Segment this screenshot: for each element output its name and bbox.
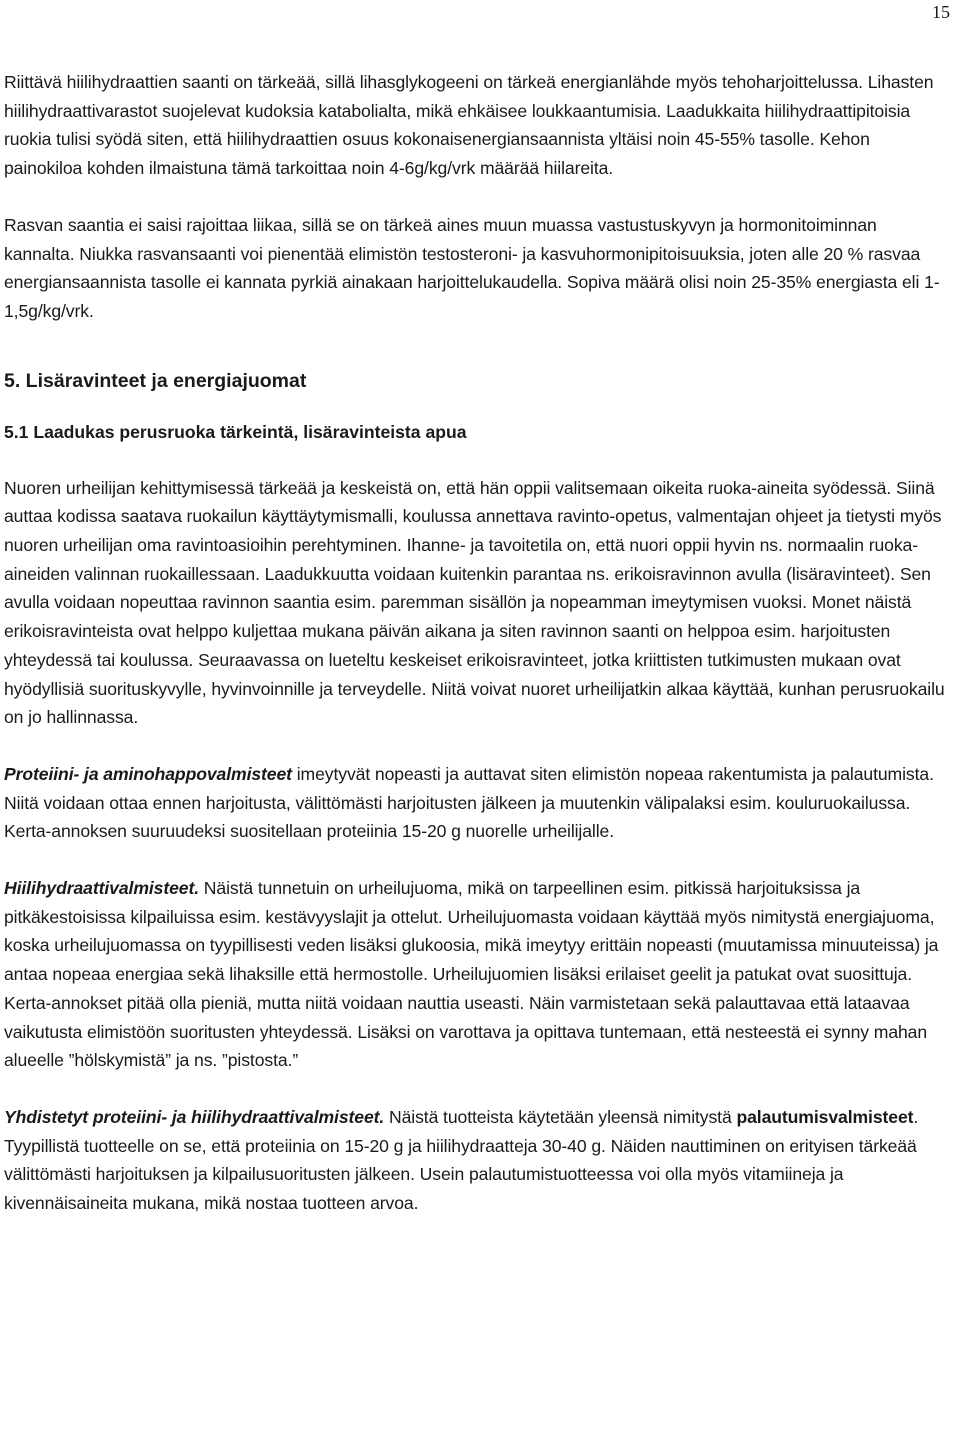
combined-supplements-term: Yhdistetyt proteiini- ja hiilihydraattivalmisteet. [4,1106,385,1127]
page-body [4,68,952,1218]
subsection-heading: 5.1 Laadukas perusruoka tärkeintä, lisäravinteista apua [4,421,467,442]
protein-supplements-text: imeytyvät nopeasti ja auttavat siten elimistön nopeaa rakentumista ja palautumista. Niitä voidaan ottaa ennen harjoitusta, välittömästi harjoitusten jälkeen ja muutenkin välipalaksi esim. kouluruokailussa. Kerta-annoksen suuruudeksi suositellaan proteiinia 15-20 g nuorelle urheilijalle. [4,763,934,842]
combined-supplements-paragraph [4,1103,952,1218]
nutrition-education-paragraph: Nuoren urheilijan kehittymisessä tärkeää ja keskeistä on, että hän oppii valitsemaan oikeita ruoka-aineita syödessä. Siinä auttaa kodissa saatava ruokailun käyttäytymismalli, koulussa annettava ravinto-opetus, valmentajan ohjeet ja tietysti myös nuoren urheilijan oma ravintoasioihin perehtyminen. Ihanne- ja tavoitetila on, että nuori oppii hyvin ns. normaalin ruoka-aineiden valinnan ruokaillessaan. Laadukkuutta voidaan kuitenkin parantaa ns. erikoisravinnon avulla (lisäravinteet). Sen avulla voidaan nopeuttaa ravinnon saantia esim. paremman sisällön ja nopeamman imeytymisen vuoksi. Monet näistä erikoisravinteista ovat helppo kuljettaa mukana päivän aikana ja siten ravinnon saanti on helppoa esim. harjoitusten yhteydessä tai koulussa. Seuraavassa on lueteltu keskeiset erikoisravinteet, jotka kriittisten tutkimusten mukaan ovat hyödyllisiä suorituskyvylle, hyvinvoinnille ja terveydelle. Niitä voivat nuoret urheilijatkin alkaa käyttää, kunhan perusruokailu on jo hallinnassa. [4,477,945,728]
carbohydrate-supplements-term: Hiilihydraattivalmisteet. [4,878,200,899]
page-number: 15 [932,2,950,22]
fat-paragraph: Rasvan saantia ei saisi rajoittaa liikaa, sillä se on tärkeä aines muun muassa vastustuskyvyn ja hormonitoiminnan kannalta. Niukka rasvansaanti voi pienentää elimistön testosteroni- ja kasvuhormonipitoisuuksia, joten alle 20 % rasvaa energiansaannista tasolle ei kannata pyrkiä ainakaan harjoittelukaudella. Sopiva määrä olisi noin 25-35% energiasta eli 1-1,5g/kg/vrk. [4,214,940,321]
carbohydrate-supplements-paragraph [4,874,952,1075]
section-heading: 5. Lisäravinteet ja energiajuomat [4,369,307,392]
combined-supplements-text-a: Näistä tuotteista käytetään yleensä nimitystä [384,1106,737,1127]
combined-supplements-text-b: . Tyypillistä tuotteelle on se, että proteiinia on 15-20 g ja hiilihydraatteja 30-40 g. Näiden nauttiminen on erityisen tärkeää välittömästi harjoituksen ja kilpailusuoritusten jälkeen. Usein palautumistuotteessa voi olla myös vitamiineja ja kivennäisaineita mukana, mikä nostaa tuotteen arvoa. [4,1106,919,1214]
recovery-products-term: palautumisvalmisteet [736,1106,914,1127]
protein-supplements-paragraph [4,760,952,846]
carbohydrate-paragraph: Riittävä hiilihydraattien saanti on tärkeää, sillä lihasglykogeeni on tärkeä energianlähde myös tehoharjoittelussa. Lihasten hiilihydraattivarastot suojelevat kudoksia katabolialta, mikä ehkäisee loukkaantumisia. Laadukkaita hiilihydraattipitoisia ruokia tulisi syödä siten, että hiilihydraattien osuus kokonaisenergiansaannista yltäisi noin 45-55% tasolle. Kehon painokiloa kohden ilmaistuna tämä tarkoittaa noin 4-6g/kg/vrk määrää hiilareita. [4,72,934,179]
protein-supplements-term: Proteiini- ja aminohappovalmisteet [4,763,292,784]
carbohydrate-supplements-text: Näistä tunnetuin on urheilujuoma, mikä on tarpeellinen esim. pitkissä harjoituksissa ja pitkäkestoisissa kilpailuissa esim. kestävyyslajit ja ottelut. Urheilujuomasta voidaan käyttää myös nimitystä energiajuoma, koska urheilujuomassa on tyypillisesti veden lisäksi glukoosia, mikä imeytyy erittäin nopeasti (muutamissa minuuteissa) ja antaa nopeaa energiaa sekä lihaksille että hermostolle. Urheilujuomien lisäksi erilaiset geelit ja patukat ovat suosittuja. Kerta-annokset pitää olla pieniä, mutta niitä voidaan nauttia useasti. Näin varmistetaan sekä palauttavaa että lataavaa vaikutusta elimistöön suoritusten yhteydessä. Lisäksi on varottava ja opittava tuntemaan, että nesteestä ei synny mahan alueelle ”hölskymistä” ja ns. ”pistosta.” [4,878,939,1071]
